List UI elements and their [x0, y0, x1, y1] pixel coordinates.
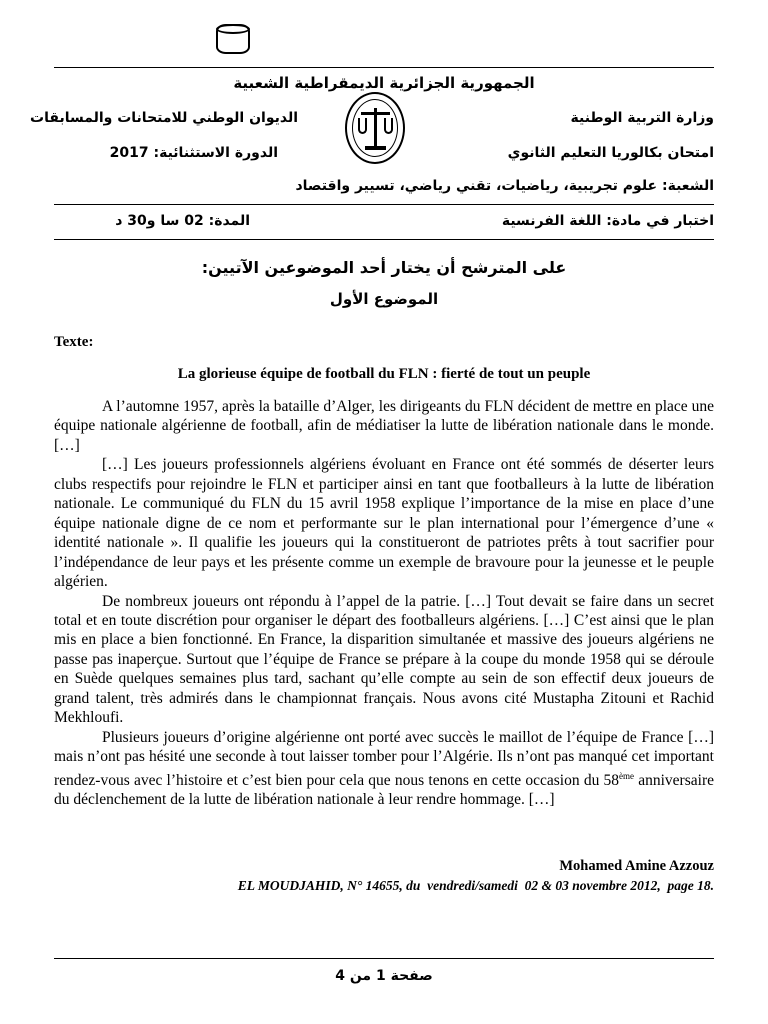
- article-title: La glorieuse équipe de football du FLN : fierté de tout un peuple: [177, 366, 591, 382]
- duration-label: المدة: 02 سا و30 د: [115, 213, 250, 229]
- checkbox-stamp: [216, 24, 250, 54]
- article-body: [54, 397, 714, 810]
- header-bottom-rule: [54, 239, 714, 240]
- ministry-emblem-icon: [345, 92, 405, 164]
- subject-label: اختبار في مادة: اللغة الفرنسية: [501, 213, 714, 229]
- paragraph-text: Plusieurs joueurs d’origine algérienne ont porté avec succès le maillot de l’équipe de France […] mais n’ont pas hésité une seconde à tout laisser tomber pour l’Algérie. Ils n’ont pas manqué cet important rendez-vous avec l’histoire et c’est bien pour cela que nous tenons en cette occasion du 58: [54, 728, 714, 789]
- paragraph: A l’automne 1957, après la bataille d’Alger, les dirigeants du FLN décident de mettre en place une équipe nationale algérienne de football, afin de médiatiser la lutte de libération nationale dans le monde. […]: [54, 398, 714, 454]
- session-label: الدورة الاستثنائية: 2017: [109, 145, 278, 161]
- exam-name: امتحان بكالوريا التعليم الثانوي: [507, 145, 714, 161]
- ordinal-suffix: ème: [619, 770, 635, 781]
- footer-rule: [54, 958, 714, 959]
- topic-title: الموضوع الأول: [329, 290, 439, 308]
- streams-label: الشعبة: علوم تجريبية، رياضيات، تقني رياضي، تسيير واقتصاد: [295, 178, 714, 194]
- ministry-name: وزارة التربية الوطنية: [570, 110, 714, 126]
- republic-title: الجمهورية الجزائرية الديمقراطية الشعبية: [233, 74, 535, 92]
- article-author: Mohamed Amine Azzouz: [559, 858, 714, 874]
- page-number: صفحة 1 من 4: [335, 968, 433, 984]
- paragraph: De nombreux joueurs ont répondu à l’appel de la patrie. […] Tout devait se faire dans un secret total et en toute discrétion pour organiser le départ des footballeurs algériens. […] C’est ainsi que le plan mis en place a bien fonctionné. En France, la disparition simultanée et massive des joueurs algériens ne passe pas inaperçue. Surtout que l’équipe de France se prépare à la coupe du monde 1958 qui se déroule en Suède quelques semaines plus tard, sachant qu’elle compte au sein de son effectif deux joueurs de grand talent, très admirés dans le championnat français. Nous avons cité Mustapha Zitouni et Rachid Mekhloufi.: [54, 592, 714, 727]
- paragraph: […] Les joueurs professionnels algériens évoluant en France ont été sommés de déserter leurs clubs respectifs pour rejoindre le FLN et participer ainsi en tant que footballeurs à la lutte de libération nationale. Le communiqué du FLN du 15 avril 1958 explique l’importance de la mise en place d’une équipe nationale digne de ce nom et performante sur le plan international pour l’émergence d’une « identité nationale ». Il qualifie les joueurs qui la constitueront de patriotes prêts à tout sacrifier pour l’indépendance de leur pays et les présente comme un exemple de bravoure pour la jeunesse et le peuple algérien.: [54, 456, 714, 591]
- choose-instruction: على المترشح أن يختار أحد الموضوعين الآتيين:: [201, 258, 567, 277]
- article-source: EL MOUDJAHID, N° 14655, du vendredi/samedi 02 & 03 novembre 2012, page 18.: [237, 878, 714, 893]
- header-mid-rule: [54, 204, 714, 205]
- paragraph-last: [54, 728, 714, 810]
- texte-label: Texte:: [54, 334, 94, 350]
- paragraph-text: anniversaire du déclenchement de la lutte de libération nationale à leur rendre hommage. […]: [54, 771, 714, 809]
- header-top-rule: [54, 67, 714, 68]
- exam-office-name: الديوان الوطني للامتحانات والمسابقات: [30, 110, 298, 126]
